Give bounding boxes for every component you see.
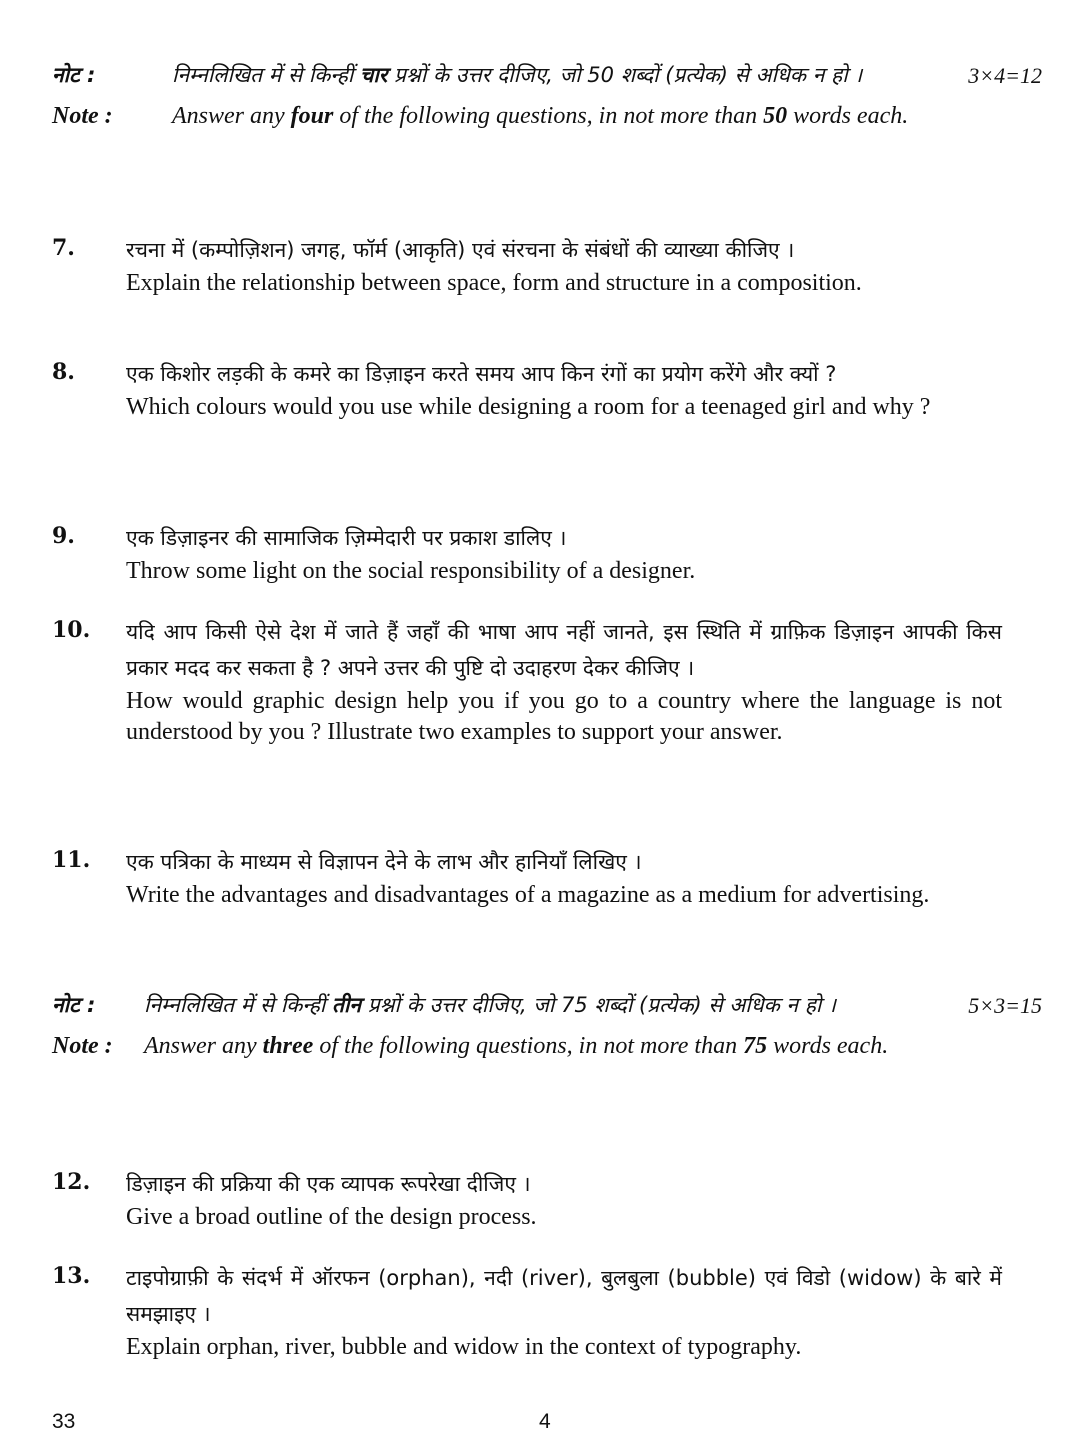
- question-hindi: एक पत्रिका के माध्यम से विज्ञापन देने के लाभ और हानियाँ लिखिए ।: [126, 850, 642, 874]
- question-7: [52, 232, 1002, 299]
- question-hindi: यदि आप किसी ऐसे देश में जाते हैं जहाँ की भाषा आप नहीं जानते, इस स्थिति में ग्राफ़िक डिज़ाइन आपकी किस प्रकार मदद कर सकता है ? अपने उत्तर की पुष्टि दो उदाहरण देकर कीजिए ।: [126, 620, 1002, 680]
- question-8: [52, 356, 1002, 423]
- paper-code: 33: [52, 1410, 76, 1433]
- question-number: 10.: [52, 617, 91, 643]
- question-number: 9.: [52, 523, 75, 549]
- note-hindi-1: नोट : निम्नलिखित में से किन्हीं चार प्रश्नों के उत्तर दीजिए, जो 50 शब्दों (प्रत्येक) से अधिक न हो । 3×4=12: [52, 60, 1042, 91]
- question-english: Give a broad outline of the design process.: [126, 1204, 537, 1230]
- note-hindi-2: नोट : निम्नलिखित में से किन्हीं तीन प्रश्नों के उत्तर दीजिए, जो 75 शब्दों (प्रत्येक) से अधिक न हो । 5×3=15: [52, 990, 1042, 1021]
- page-number: 4: [539, 1410, 551, 1433]
- question-number: 13.: [52, 1263, 91, 1289]
- note-hindi-text: निम्नलिखित में से किन्हीं: [172, 63, 360, 87]
- question-english: Explain orphan, river, bubble and widow in the context of typography.: [126, 1334, 802, 1360]
- question-number: 11.: [52, 847, 91, 873]
- question-10: [52, 614, 1002, 748]
- question-english: Explain the relationship between space, form and structure in a composition.: [126, 270, 862, 296]
- question-hindi: टाइपोग्राफ़ी के संदर्भ में ऑरफन (orphan), नदी (river), बुलबुला (bubble) एवं विडो (widow) के बारे में समझाइए ।: [126, 1266, 1002, 1326]
- note-hindi-label: नोट :: [52, 63, 96, 87]
- question-12: [52, 1166, 1002, 1233]
- note-hindi-label: नोट :: [52, 993, 96, 1017]
- question-hindi: एक डिज़ाइनर की सामाजिक ज़िम्मेदारी पर प्रकाश डालिए ।: [126, 526, 567, 550]
- note-english-label: Note :: [52, 1033, 113, 1059]
- note-english-2: Note : Answer any three of the following questions, in not more than 75 words each.: [52, 1031, 1042, 1062]
- question-hindi: डिज़ाइन की प्रक्रिया की एक व्यापक रूपरेखा दीजिए ।: [126, 1172, 531, 1196]
- question-11: [52, 844, 1002, 911]
- note-hindi-bold: चार: [359, 63, 388, 87]
- note-section-1: [52, 60, 1042, 132]
- question-english: Throw some light on the social responsibility of a designer.: [126, 558, 696, 584]
- question-number: 7.: [52, 235, 75, 261]
- note-section-2: [52, 990, 1042, 1062]
- question-english: Which colours would you use while designing a room for a teenaged girl and why ?: [126, 394, 931, 420]
- question-hindi: रचना में (कम्पोज़िशन) जगह, फॉर्म (आकृति) एवं संरचना के संबंधों की व्याख्या कीजिए ।: [126, 238, 795, 262]
- question-9: [52, 520, 1002, 587]
- note-hindi-bold: तीन: [331, 993, 362, 1017]
- question-english: How would graphic design help you if you go to a country where the language is not understood by you ? Illustrate two examples to support your answer.: [126, 688, 1002, 745]
- question-13: [52, 1260, 1002, 1363]
- marks-label: 3×4=12: [968, 63, 1042, 88]
- note-english-label: Note :: [52, 103, 113, 129]
- note-hindi-text: निम्नलिखित में से किन्हीं: [144, 993, 332, 1017]
- marks-label: 5×3=15: [968, 993, 1042, 1018]
- question-number: 12.: [52, 1169, 91, 1195]
- question-number: 8.: [52, 359, 75, 385]
- question-hindi: एक किशोर लड़की के कमरे का डिज़ाइन करते समय आप किन रंगों का प्रयोग करेंगे और क्यों ?: [126, 362, 837, 386]
- note-english-1: Note : Answer any four of the following questions, in not more than 50 words each.: [52, 101, 1042, 132]
- question-english: Write the advantages and disadvantages of a magazine as a medium for advertising.: [126, 882, 930, 908]
